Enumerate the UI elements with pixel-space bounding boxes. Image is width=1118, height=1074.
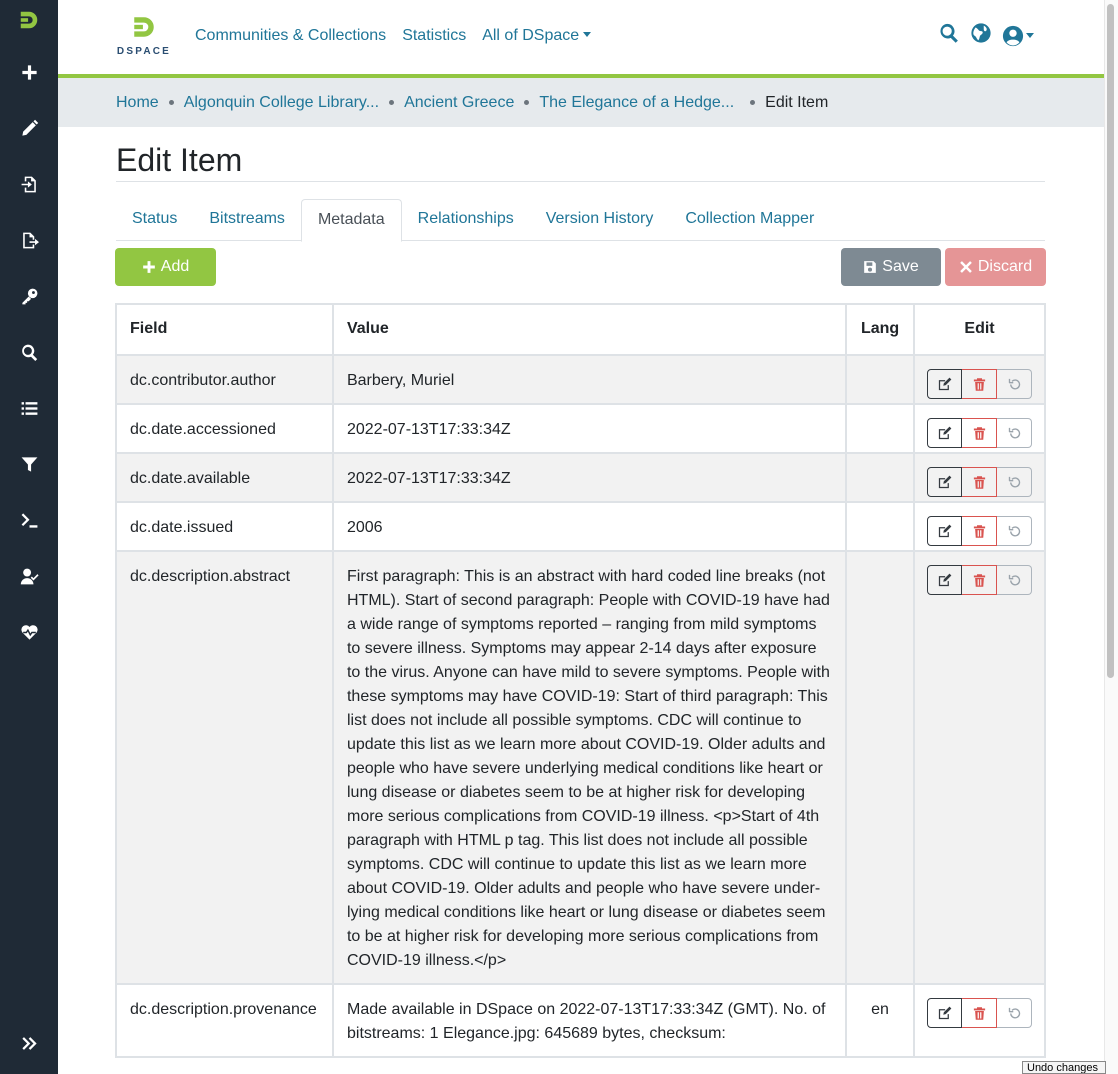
edit-icon	[937, 1006, 952, 1021]
metadata-field: dc.description.abstract	[116, 551, 333, 984]
save-icon	[863, 260, 877, 274]
table-row	[116, 355, 1045, 404]
delete-button[interactable]	[962, 467, 997, 497]
main-nav	[195, 27, 591, 45]
metadata-lang	[846, 551, 914, 984]
table-row	[116, 984, 1045, 1057]
undo-button[interactable]	[997, 998, 1032, 1028]
column-header-field: Field	[116, 304, 333, 355]
pencil-icon[interactable]	[0, 108, 58, 148]
plus-icon	[142, 260, 156, 274]
metadata-field: dc.date.issued	[116, 502, 333, 551]
row-action-group	[927, 369, 1032, 399]
breadcrumb-collection[interactable]: Ancient Greece	[404, 93, 515, 111]
dspace-logo-icon[interactable]	[0, 0, 58, 40]
delete-button[interactable]	[962, 369, 997, 399]
export-icon[interactable]	[0, 220, 58, 260]
edit-icon	[937, 377, 952, 392]
discard-button-label: Discard	[977, 258, 1033, 275]
edit-icon	[937, 524, 952, 539]
metadata-lang	[846, 404, 914, 453]
search-icon[interactable]	[938, 22, 960, 49]
breadcrumb-separator	[524, 100, 529, 105]
list-icon[interactable]	[0, 388, 58, 428]
edit-button[interactable]	[927, 369, 962, 399]
edit-icon	[937, 475, 952, 490]
metadata-value: 2022-07-13T17:33:34Z	[333, 453, 846, 502]
user-check-icon[interactable]	[0, 556, 58, 596]
tab-status[interactable]: Status	[132, 210, 178, 227]
delete-button[interactable]	[962, 418, 997, 448]
delete-button[interactable]	[962, 516, 997, 546]
chevron-down-icon	[1026, 33, 1034, 38]
row-actions	[914, 502, 1045, 551]
breadcrumb-home[interactable]: Home	[116, 93, 159, 111]
nav-communities-collections[interactable]: Communities & Collections	[195, 27, 387, 44]
undo-icon	[1007, 1006, 1022, 1021]
undo-button[interactable]	[997, 565, 1032, 595]
trash-icon	[972, 1006, 987, 1021]
metadata-lang	[846, 453, 914, 502]
heartbeat-icon[interactable]	[0, 612, 58, 652]
import-icon[interactable]	[0, 164, 58, 204]
header	[58, 0, 1104, 74]
page-title: Edit Item	[116, 142, 243, 178]
undo-icon	[1007, 377, 1022, 392]
trash-icon	[972, 475, 987, 490]
edit-button[interactable]	[927, 998, 962, 1028]
table-row	[116, 404, 1045, 453]
breadcrumb-separator	[169, 100, 174, 105]
row-action-group	[927, 565, 1032, 595]
nav-all-of-dspace-label: All of DSpace	[482, 27, 580, 44]
metadata-field: dc.contributor.author	[116, 355, 333, 404]
title-divider	[116, 181, 1045, 182]
breadcrumb-item[interactable]: The Elegance of a Hedge...	[539, 93, 735, 111]
expand-icon[interactable]	[0, 1023, 58, 1063]
header-icons	[938, 22, 1034, 49]
undo-tooltip: Undo changes	[1022, 1061, 1106, 1074]
language-globe-icon[interactable]	[970, 22, 992, 49]
undo-icon	[1007, 524, 1022, 539]
discard-button[interactable]	[945, 248, 1046, 286]
metadata-lang	[846, 502, 914, 551]
nav-statistics[interactable]: Statistics	[402, 27, 467, 44]
row-action-group	[927, 418, 1032, 448]
breadcrumb-separator	[389, 100, 394, 105]
metadata-value: First paragraph: This is an abstract with hard coded line breaks (not HTML). Start of second paragraph: People with COVID-19 have had a wide range of symptoms reported – ranging from mild symptoms to severe illness. Symptoms may appear 2-14 days after exposure to the virus. Anyone can have mild to severe symptoms. People with these symptoms may have COVID-19: Start of third paragraph: This list does not include all possible symptoms. CDC will continue to update this list as we learn more about COVID-19. Older adults and people who have severe underlying medical conditions like heart or lung disease or diabetes seem to be at higher risk for developing more serious complications from COVID-19 illness. <p>Start of 4th paragraph with HTML p tag. This list does not include all possible symptoms. CDC will continue to update this list as we learn more about COVID-19. Older adults and people who have severe under-lying medical conditions like heart or lung disease or diabetes seem to be at higher risk for developing more serious complications from COVID-19 illness.</p>	[333, 551, 846, 984]
row-action-group	[927, 516, 1032, 546]
edit-icon	[937, 426, 952, 441]
metadata-table	[115, 303, 1046, 1058]
column-header-lang: Lang	[846, 304, 914, 355]
row-actions	[914, 355, 1045, 404]
chevron-down-icon	[583, 32, 591, 37]
dspace-logo[interactable]	[114, 14, 174, 60]
plus-icon[interactable]	[0, 52, 58, 92]
admin-sidebar	[0, 0, 58, 1074]
trash-icon	[972, 524, 987, 539]
save-button-label: Save	[882, 258, 919, 275]
tab-relationships[interactable]: Relationships	[417, 210, 514, 227]
save-button[interactable]	[841, 248, 941, 286]
delete-button[interactable]	[962, 565, 997, 595]
table-row	[116, 453, 1045, 502]
user-menu[interactable]	[1002, 25, 1034, 47]
row-actions	[914, 453, 1045, 502]
table-row	[116, 551, 1045, 984]
tab-version-history[interactable]: Version History	[545, 210, 654, 227]
metadata-value: Made available in DSpace on 2022-07-13T17:33:34Z (GMT). No. of bitstreams: 1 Elegance.jpg: 645689 bytes, checksum:	[333, 984, 846, 1057]
add-button-label: Add	[160, 258, 190, 275]
row-action-group	[927, 467, 1032, 497]
breadcrumb-separator	[750, 100, 755, 105]
breadcrumb-community[interactable]: Algonquin College Library...	[183, 93, 380, 111]
undo-icon	[1007, 573, 1022, 588]
user-circle-icon	[1002, 25, 1024, 47]
trash-icon	[972, 377, 987, 392]
edit-icon	[937, 573, 952, 588]
metadata-value: 2006	[333, 502, 846, 551]
row-actions	[914, 404, 1045, 453]
trash-icon	[972, 573, 987, 588]
dspace-logo-icon	[131, 14, 157, 40]
metadata-value: 2022-07-13T17:33:34Z	[333, 404, 846, 453]
delete-button[interactable]	[962, 998, 997, 1028]
add-button[interactable]	[115, 248, 216, 286]
metadata-field: dc.date.accessioned	[116, 404, 333, 453]
row-actions	[914, 551, 1045, 984]
undo-button[interactable]	[997, 369, 1032, 399]
column-header-value: Value	[333, 304, 846, 355]
undo-button[interactable]	[997, 516, 1032, 546]
logo-text: DSPACE	[116, 46, 172, 57]
undo-icon	[1007, 475, 1022, 490]
metadata-field: dc.date.available	[116, 453, 333, 502]
search-icon[interactable]	[0, 332, 58, 372]
close-icon	[959, 260, 973, 274]
tab-metadata[interactable]: Metadata	[301, 199, 402, 242]
tab-collection-mapper[interactable]: Collection Mapper	[685, 210, 815, 227]
filter-icon[interactable]	[0, 444, 58, 484]
metadata-lang	[846, 355, 914, 404]
scrollbar-thumb[interactable]	[1107, 4, 1114, 678]
key-icon[interactable]	[0, 276, 58, 316]
row-action-group	[927, 998, 1032, 1028]
column-header-edit: Edit	[914, 304, 1045, 355]
table-header-row	[116, 304, 1045, 355]
metadata-field: dc.description.provenance	[116, 984, 333, 1057]
undo-icon	[1007, 426, 1022, 441]
metadata-value: Barbery, Muriel	[333, 355, 846, 404]
tab-bitstreams[interactable]: Bitstreams	[209, 210, 285, 227]
edit-button[interactable]	[927, 418, 962, 448]
edit-button[interactable]	[927, 467, 962, 497]
undo-button[interactable]	[997, 467, 1032, 497]
row-actions	[914, 984, 1045, 1057]
breadcrumb	[58, 78, 1104, 127]
terminal-icon[interactable]	[0, 500, 58, 540]
edit-item-tabs	[116, 199, 1045, 241]
breadcrumb-current: Edit Item	[765, 93, 829, 111]
nav-all-of-dspace[interactable]	[482, 27, 591, 45]
edit-button[interactable]	[927, 516, 962, 546]
edit-button[interactable]	[927, 565, 962, 595]
metadata-lang: en	[846, 984, 914, 1057]
table-row	[116, 502, 1045, 551]
trash-icon	[972, 426, 987, 441]
undo-button[interactable]	[997, 418, 1032, 448]
